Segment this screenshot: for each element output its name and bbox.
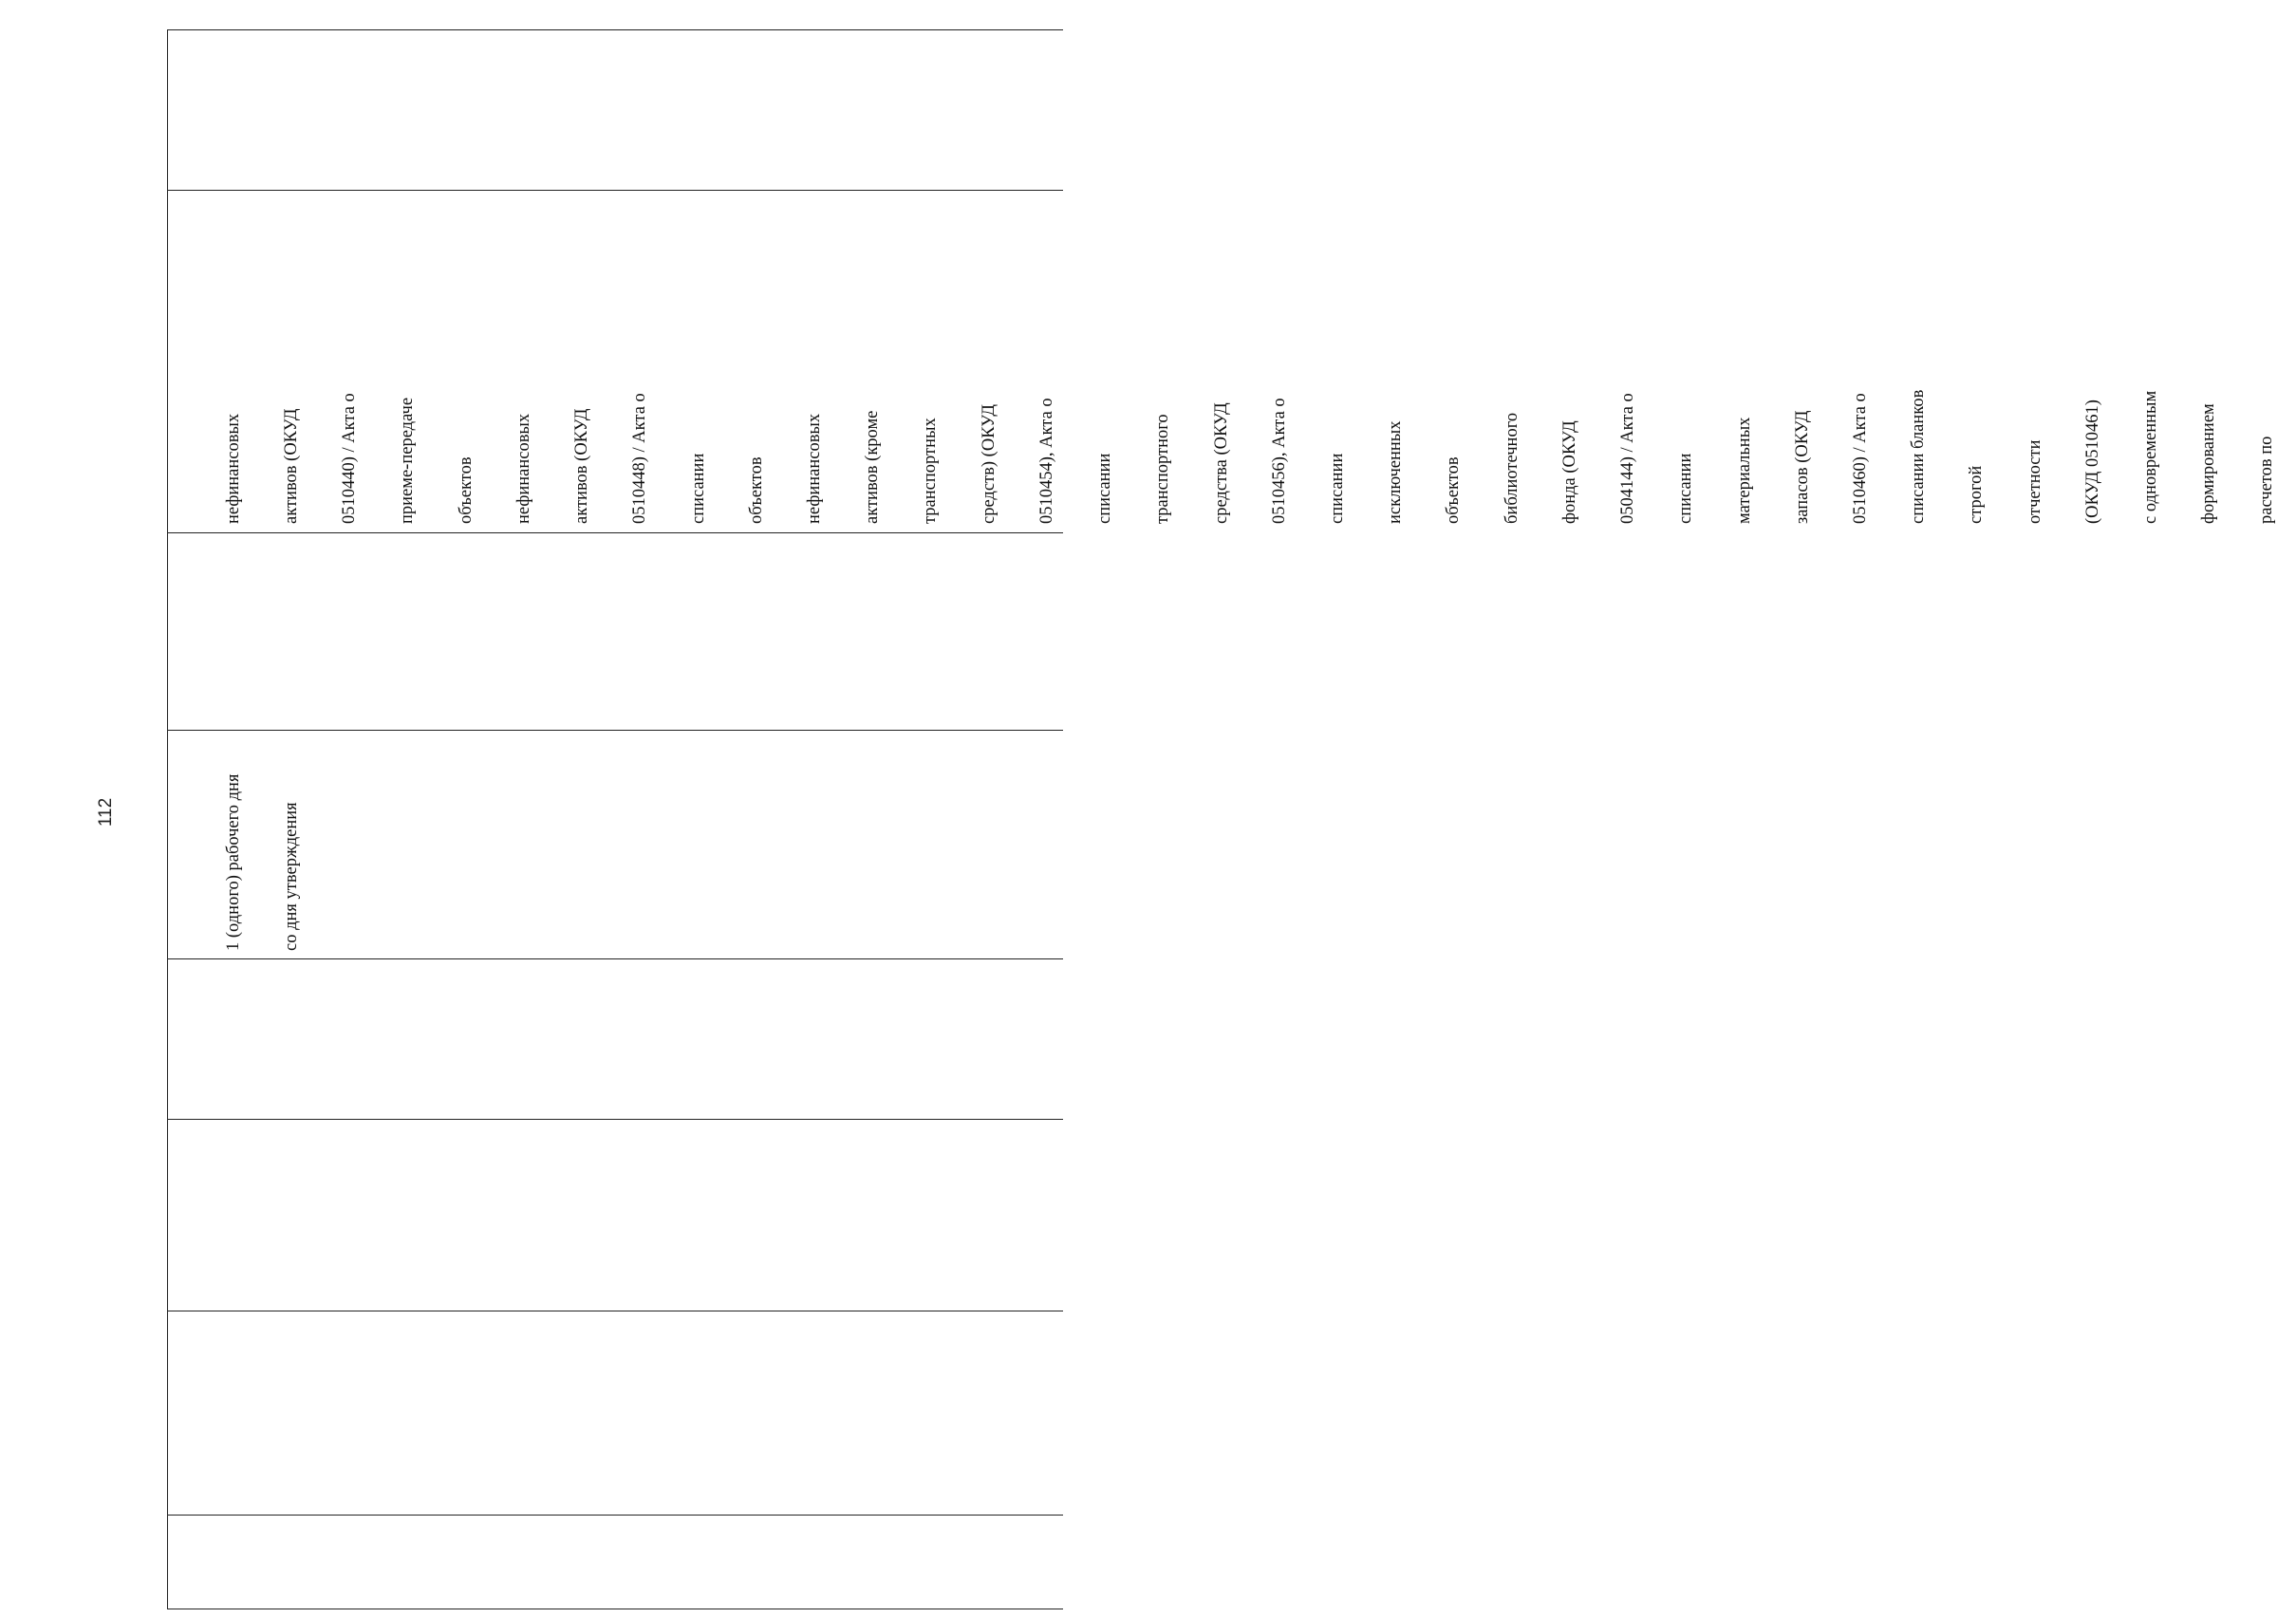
deadline-line: со дня утверждения <box>282 802 302 951</box>
documents-line: (ОКУД 0510461) <box>2082 400 2102 524</box>
deadline-line: 1 (одного) рабочего дня <box>223 773 243 951</box>
documents-line: объектов <box>1444 456 1464 524</box>
documents-line: активов (ОКУД <box>572 408 592 524</box>
documents-line: формированием <box>2199 403 2219 524</box>
page-number: 112 <box>96 797 116 828</box>
documents-line: 0510448) / Акта о <box>630 393 650 524</box>
table-row-divider <box>167 1119 1063 1120</box>
documents-line: объектов <box>746 456 766 524</box>
documents-line: запасов (ОКУД <box>1792 410 1812 524</box>
documents-line: расчетов по <box>2257 436 2277 524</box>
documents-line: транспортных <box>921 418 941 524</box>
documents-line: нефинансовых <box>513 413 533 524</box>
documents-line: списании <box>1095 453 1115 524</box>
documents-line: нефинансовых <box>805 413 824 524</box>
documents-line: строгой <box>1967 465 1987 524</box>
documents-line: с одновременным <box>2141 390 2161 524</box>
documents-line: исключенных <box>1386 420 1406 524</box>
documents-line: средства (ОКУД <box>1211 402 1231 524</box>
documents-line: средств) (ОКУД <box>979 404 999 524</box>
documents-line: списании <box>1676 453 1696 524</box>
documents-line: списании <box>688 453 708 524</box>
documents-line: нефинансовых <box>223 413 243 524</box>
documents-line: 0510454), Акта о <box>1036 398 1056 524</box>
table-row-divider <box>167 730 1063 731</box>
documents-line: 0510456), Акта о <box>1269 398 1289 524</box>
documents-line: активов (кроме <box>863 410 883 524</box>
table-row-divider <box>167 190 1063 191</box>
documents-line: отчетности <box>2025 439 2044 524</box>
documents-cell-text <box>185 390 2296 524</box>
table-row-divider <box>167 532 1063 533</box>
documents-line: приеме-передаче <box>398 397 418 524</box>
documents-line: 0504144) / Акта о <box>1618 393 1638 524</box>
documents-line: списании <box>1327 453 1347 524</box>
documents-line: объектов <box>456 456 476 524</box>
table-row-divider <box>167 1515 1063 1516</box>
documents-line: 0510440) / Акта о <box>340 393 360 524</box>
deadline-cell-text <box>185 774 321 951</box>
documents-line: списании бланков <box>1909 389 1929 524</box>
documents-line: 0510460) / Акта о <box>1850 393 1870 524</box>
documents-line: библиотечного <box>1502 412 1521 524</box>
documents-line: материальных <box>1734 417 1754 524</box>
documents-line: транспортного <box>1153 414 1173 524</box>
documents-line: фонда (ОКУД <box>1559 420 1579 524</box>
table-row-divider <box>167 958 1063 959</box>
documents-line: активов (ОКУД <box>282 408 302 524</box>
